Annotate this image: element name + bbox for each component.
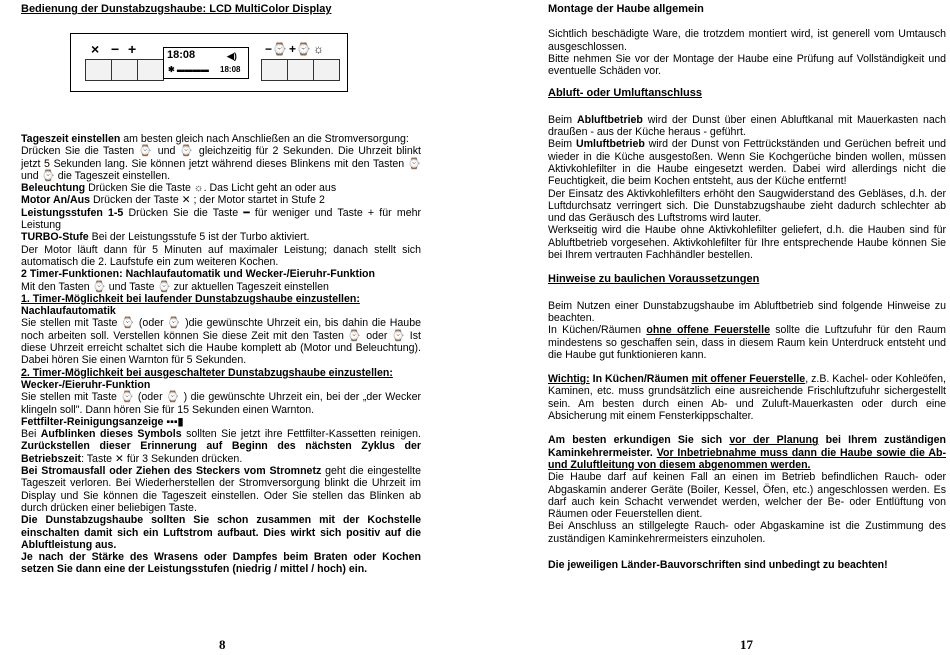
paragraph	[21, 133, 421, 145]
panel-button	[111, 59, 138, 81]
paragraph: Werkseitig wird die Haube ohne Aktivkohlefilter geliefert, d.h. die Hauben sind für Abluftbetrieb vorgesehen. Aktivkohlefilter für Ihre entsprechende Haube können Sie bei Ihrem vertrauten Fachhändler bestellen.	[548, 224, 946, 262]
section-heading: Hinweise zu baulichen Voraussetzungen	[548, 273, 760, 286]
text: Drücken Sie die Taste ☼. Das Licht geht an oder aus	[85, 182, 337, 195]
paragraph: Der Einsatz des Aktivkohlefilters erhöht den Saugwiderstand des Gebläses, d.h. der Luftdurchsatz verringert sich. Die Dunstabzugshaube zieht dadurch schlechter ab und das Geräusch des Luftstroms wird lauter.	[548, 187, 946, 225]
subheading: 2. Timer-Möglichkeit bei ausgeschalteter Dunstabzugshaube einzustellen:	[21, 366, 393, 379]
panel-button	[313, 59, 340, 81]
subheading: Wecker-/Eieruhr-Funktion	[21, 378, 151, 391]
paragraph	[21, 416, 421, 428]
left-body	[21, 133, 421, 576]
paragraph: Beim Umluftbetrieb wird der Dunst von Fettrückständen und Gerüchen befreit und wieder in die Küche ausgestoßen. Wenn Sie Kochgerüche binden wollen, müssen Aktivkohlefilter in die Haube eingesetzt werden. Dabei wird allerdings nicht die Feuchtigkeit, die beim Kochen entsteht, aus der Küche entfernt!	[548, 138, 946, 188]
paragraph: Bei Stromausfall oder Ziehen des Steckers vom Stromnetz geht die eingestellte Tageszeit verloren. Bei Wiederherstellen der Stromversorgung blinkt die Uhrzeit im Display und Sie können die Tageszeit einstellen. Oder Sie stellen das Blinken ab durch drücken einer beliebigen Taste.	[21, 465, 421, 514]
paragraph: Je nach der Stärke des Wrasens oder Dampfes beim Braten oder Kochen setzen Sie dann eine der Leistungsstufen (niedrig / mittel / hoch) ein.	[21, 551, 421, 576]
closing-note: Die jeweiligen Länder-Bauvorschriften sind unbedingt zu beachten!	[548, 558, 888, 571]
label: Motor An/Aus	[21, 194, 91, 207]
right-page	[548, 3, 946, 571]
paragraph: Bitte nehmen Sie vor der Montage der Haube eine Prüfung auf Vollständigkeit und eventuelle Schäden vor.	[548, 52, 946, 78]
text: Bei der Leistungsstufe 5 ist der Turbo aktiviert.	[88, 231, 310, 244]
panel-button	[137, 59, 164, 81]
paragraph: Beim Abluftbetrieb wird der Dunst über einen Abluftkanal mit Mauerkasten nach draußen - aus der Küche heraus - geführt.	[548, 113, 946, 139]
paragraph: Am besten erkundigen Sie sich vor der Planung bei Ihrem zuständigen Kaminkehrermeister. Vor Inbetriebnahme muss dann die Haube sowie die Ab- und Zuluftleitung von diesem abgenommen werden.	[548, 434, 946, 471]
label: Leistungsstufen 1-5	[21, 206, 124, 219]
page-number-right: 17	[740, 637, 753, 652]
fan-level-bar-icon: ✱ ▬▬▬▬	[168, 65, 209, 74]
paragraph: Die Haube darf auf keinen Fall an einen im Betrieb befindlichen Rauch- oder Abgaskamin anderer Geräte (Boiler, Kessel, Öfen, etc.) angeschlossen werden. Es darf auch kein Schacht verwendet werden, welcher der Be- oder Entlüftung von Räumen oder Feuerstellen dient.	[548, 471, 946, 521]
paragraph: Mit den Tasten ⌚ und Taste ⌚ zur aktuellen Tageszeit einstellen	[21, 280, 329, 293]
label: Beleuchtung	[21, 182, 86, 195]
label: Fettfilter-Reinigungsanzeige	[21, 415, 164, 428]
lcd-time-small: 18:08	[220, 65, 241, 74]
speaker-icon: ◀)	[227, 51, 237, 61]
paragraph: In Küchen/Räumen ohne offene Feuerstelle sollte die Luftzufuhr für den Raum mindestens so geschaffen sein, dass in diesem Raum kein Unterdruck entsteht und die Haube gut funktionieren kann.	[548, 324, 947, 361]
subheading: Nachlaufautomatik	[21, 305, 116, 318]
paragraph: Sie stellen mit Taste ⌚ (oder ⌚ ) die gewünschte Uhrzeit ein, bei der „der Wecker klingeln soll". Dann hören Sie für 15 Sekunden einen Warnton.	[21, 391, 421, 416]
paragraph: Wichtig: In Küchen/Räumen mit offener Feuerstelle, z.B. Kachel- oder Kohleöfen, Kaminen, etc. muss grundsätzlich eine ausreichende Frischluftzufuhr sichergestellt sein. Am besten durch einen Ab- und Zuluft-Mauerkasten oder durch eine Absicherung mit einem Fensterkippschalter.	[548, 373, 946, 423]
paragraph: Sichtlich beschädigte Ware, die trotzdem montiert wird, ist generell vom Umtausch ausgeschlossen.	[548, 28, 946, 53]
paragraph: Beim Nutzen einer Dunstabzugshaube im Abluftbetrieb sind folgende Hinweise zu beachten.	[548, 299, 946, 324]
label: Tageszeit einstellen	[21, 133, 121, 145]
timer-minus-icon: −⌚	[265, 42, 287, 56]
text: Drücken Sie die Taste ━ für weniger und Taste + für mehr Leistung	[21, 206, 421, 232]
paragraph	[21, 231, 421, 243]
light-icon: ☼	[313, 42, 324, 56]
motor-off-icon: ×	[91, 41, 100, 57]
lcd-display	[163, 47, 249, 79]
text: Drücken der Taste ✕ ; der Motor startet in Stufe 2	[90, 194, 325, 207]
paragraph: Die Dunstabzugshaube sollten Sie schon zusammen mit der Kochstelle einschalten damit sich ein Luftstrom aufbaut. Dies wirkt sich positiv auf die Abluftleistung aus.	[21, 514, 421, 551]
label: TURBO-Stufe	[21, 231, 89, 244]
page-number-left: 8	[219, 637, 226, 652]
panel-button	[85, 59, 112, 81]
grease-filter-icon: ▪▪▪▮	[166, 415, 184, 428]
section-heading: Abluft- oder Umluftanschluss	[548, 87, 703, 100]
paragraph: Bei Aufblinken dieses Symbols sollten Sie jetzt ihre Fettfilter-Kassetten reinigen. Zurückstellen dieser Erinnerung auf Beginn des nächsten Zyklus der Betriebszeit: Taste ✕ für 3 Sekunden drücken.	[21, 428, 421, 465]
paragraph: Sie stellen mit Taste ⌚ (oder ⌚ )die gewünschte Uhrzeit ein, bis dahin die Haube noch arbeiten soll. Verstellen können Sie diese Zeit mit den Tasten ⌚ oder ⌚ Ist diese Uhrzeit erreicht schaltet sich die Haube komplett ab (Motor und Beleuchtung). Dabei hören Sie einen Warnton für 5 Sekunden.	[21, 317, 421, 367]
minus-icon: −	[111, 41, 120, 57]
paragraph: Bei Anschluss an stillgelegte Rauch- oder Abgaskamine ist die Zustimmung des zuständigen Kaminkehrermeisters einzuholen.	[548, 520, 946, 545]
timer-plus-icon: +⌚	[289, 42, 311, 56]
paragraph: Der Motor läuft dann für 5 Minuten auf maximaler Leistung; danach stellt sich automatisch die 2. Laufstufe ein zum weiteren Kochen.	[21, 243, 421, 268]
paragraph: Drücken Sie die Tasten ⌚ und ⌚ gleichzeitig für 2 Sekunden. Die Uhrzeit blinkt jetzt 5 Sekunden lang. Sie können jetzt während dieses Blinkens mit den Tasten ⌚ und ⌚ die Tageszeit einstellen.	[21, 145, 421, 182]
lcd-control-panel-illustration	[70, 33, 348, 92]
panel-button	[287, 59, 314, 81]
paragraph	[21, 207, 421, 232]
left-page-title: Bedienung der Dunstabzugshaube: LCD MultiColor Display	[21, 3, 332, 15]
subheading: 1. Timer-Möglichkeit bei laufender Dunstabzugshaube einzustellen:	[21, 292, 360, 305]
plus-icon: +	[128, 41, 137, 57]
text: am besten gleich nach Anschließen an die Stromversorgung:	[120, 133, 409, 145]
paragraph	[21, 182, 421, 194]
right-page-title: Montage der Haube allgemein	[548, 3, 704, 15]
paragraph	[21, 194, 421, 206]
panel-button	[261, 59, 288, 81]
lcd-time: 18:08	[167, 49, 196, 61]
subheading: 2 Timer-Funktionen: Nachlaufautomatik und Wecker-/Eieruhr-Funktion	[21, 268, 375, 281]
